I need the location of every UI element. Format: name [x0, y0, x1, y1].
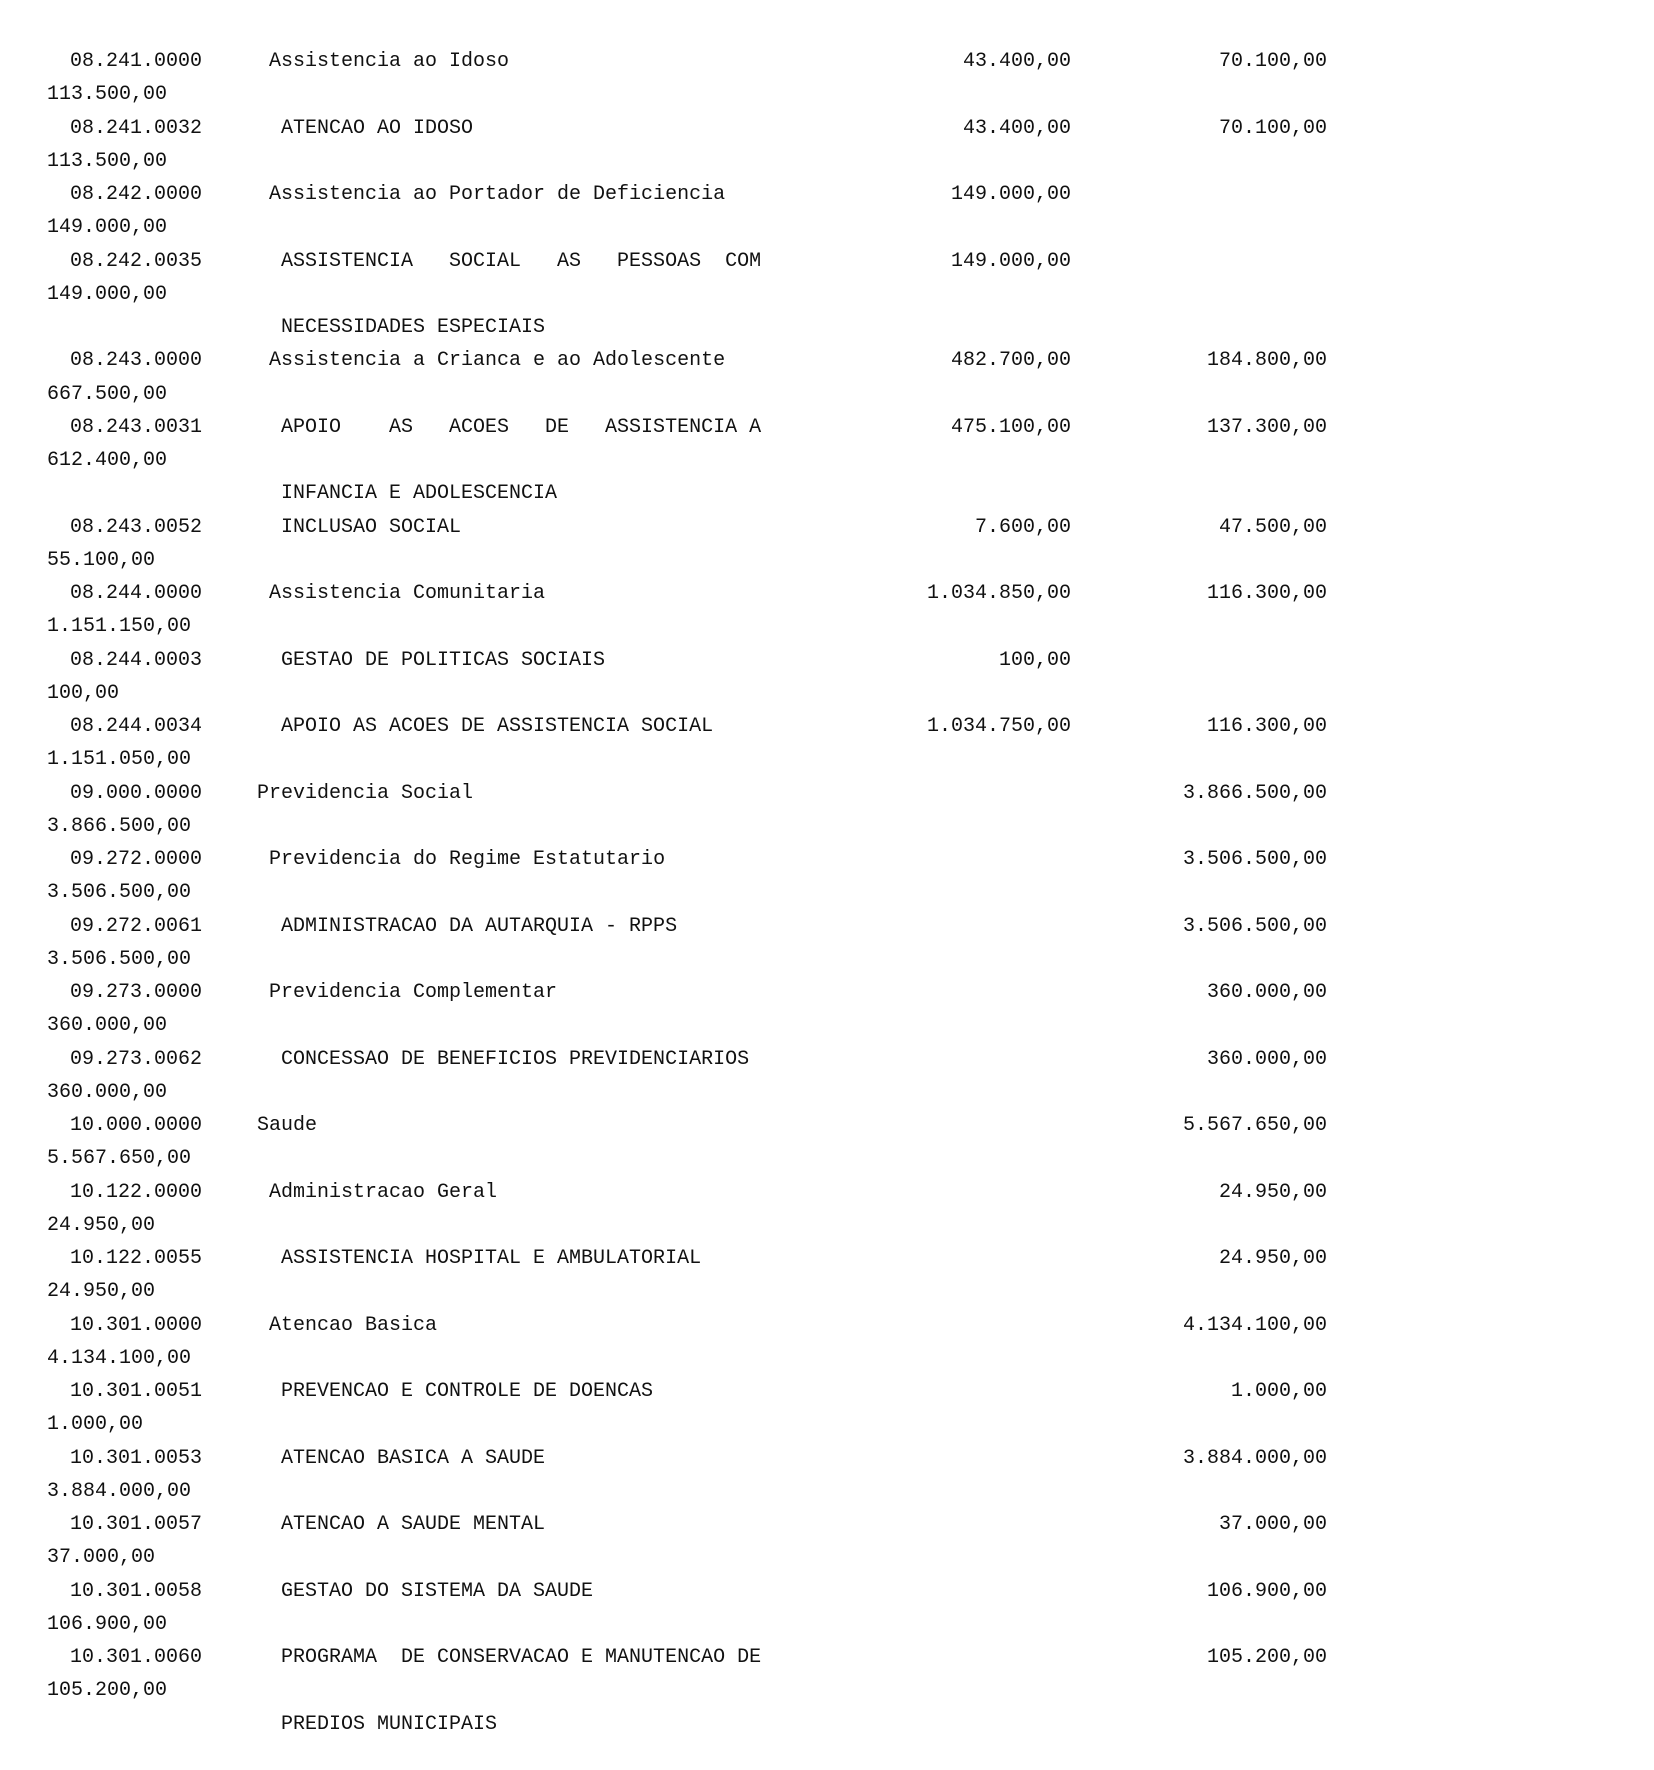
row-total: 360.000,00 [47, 1014, 168, 1038]
row-value-col2: 184.800,00 [1206, 349, 1327, 373]
row-total: 3.506.500,00 [47, 947, 192, 971]
row-value-col2: 116.300,00 [1206, 715, 1327, 738]
row-description: ATENCAO BASICA A SAUDE [281, 1446, 546, 1470]
row-code: 08.242.0035 [70, 249, 203, 273]
budget-row [0, 1604, 1654, 1737]
row-code: 09.272.0061 [70, 914, 203, 938]
row-total: 37.000,00 [47, 1546, 156, 1570]
row-value-col2: 106.900,00 [1206, 1579, 1327, 1603]
row-description: GESTAO DO SISTEMA DA SAUDE [281, 1579, 594, 1603]
row-code: 09.273.0062 [70, 1047, 203, 1071]
row-value-col1: 149.000,00 [950, 183, 1071, 206]
row-value-col2: 70.100,00 [1218, 116, 1327, 140]
row-description: Saude [257, 1114, 318, 1137]
row-value-col1: 1.034.850,00 [926, 582, 1071, 605]
row-value-col2: 24.950,00 [1218, 1180, 1327, 1204]
row-total: 1.000,00 [47, 1413, 144, 1437]
row-description: Assistencia ao Portador de Deficiencia [269, 183, 726, 206]
row-description: GESTAO DE POLITICAS SOCIAIS [281, 648, 606, 672]
row-value-col1: 43.400,00 [962, 116, 1071, 140]
row-description: Assistencia ao Idoso [269, 50, 510, 73]
row-code: 09.272.0000 [70, 848, 203, 871]
row-total: 4.134.100,00 [47, 1346, 192, 1370]
row-value-col2: 1.000,00 [1230, 1380, 1327, 1403]
row-value-col2: 3.884.000,00 [1182, 1446, 1327, 1470]
row-description: CONCESSAO DE BENEFICIOS PREVIDENCIARIOS [281, 1047, 750, 1071]
row-total: 3.866.500,00 [47, 814, 192, 838]
row-value-col1: 43.400,00 [962, 50, 1071, 73]
row-value-col2: 116.300,00 [1206, 582, 1327, 605]
row-description: ASSISTENCIA SOCIAL AS PESSOAS COM [281, 249, 762, 273]
row-total: 106.900,00 [47, 1612, 168, 1636]
row-code: 08.243.0052 [70, 515, 203, 539]
row-value-col2: 137.300,00 [1206, 415, 1327, 439]
row-code: 08.243.0000 [70, 349, 203, 373]
row-description: PROGRAMA DE CONSERVACAO E MANUTENCAO DE [281, 1646, 762, 1669]
row-description: Previdencia Complementar [269, 981, 558, 1004]
row-description: APOIO AS ACOES DE ASSISTENCIA A [281, 415, 762, 439]
row-value-col2: 360.000,00 [1206, 1047, 1327, 1071]
row-total: 149.000,00 [47, 216, 168, 240]
row-description: ATENCAO A SAUDE MENTAL [281, 1513, 546, 1536]
row-value-col2: 3.866.500,00 [1182, 781, 1327, 805]
row-code: 08.242.0000 [70, 183, 203, 206]
row-code: 08.241.0000 [70, 50, 203, 73]
row-description-continued: PREDIOS MUNICIPAIS [281, 1712, 498, 1736]
row-description: APOIO AS ACOES DE ASSISTENCIA SOCIAL [281, 715, 714, 738]
row-description: Assistencia Comunitaria [269, 582, 546, 605]
row-total: 24.950,00 [47, 1280, 156, 1304]
row-description: INCLUSAO SOCIAL [281, 515, 462, 539]
row-total: 360.000,00 [47, 1080, 168, 1104]
row-code: 10.301.0057 [70, 1513, 203, 1536]
row-code: 09.273.0000 [70, 981, 203, 1004]
row-total: 105.200,00 [47, 1679, 168, 1703]
row-description: ASSISTENCIA HOSPITAL E AMBULATORIAL [281, 1247, 702, 1270]
row-description: Atencao Basica [269, 1313, 438, 1337]
row-value-col2: 5.567.650,00 [1182, 1114, 1327, 1137]
row-code: 08.244.0003 [70, 648, 203, 672]
row-description-continued: NECESSIDADES ESPECIAIS [281, 316, 546, 339]
row-total: 113.500,00 [47, 149, 168, 173]
row-value-col1: 482.700,00 [950, 349, 1071, 373]
row-code: 10.122.0000 [70, 1180, 203, 1204]
row-code: 08.243.0031 [70, 415, 203, 439]
row-code: 08.244.0034 [70, 715, 203, 738]
row-total: 3.506.500,00 [47, 881, 192, 905]
row-value-col1: 149.000,00 [950, 249, 1071, 273]
row-value-col2: 3.506.500,00 [1182, 914, 1327, 938]
row-total: 149.000,00 [47, 282, 168, 306]
row-value-col2: 105.200,00 [1206, 1646, 1327, 1669]
row-total: 5.567.650,00 [47, 1147, 192, 1171]
row-description: Previdencia do Regime Estatutario [269, 848, 666, 871]
row-value-col2: 3.506.500,00 [1182, 848, 1327, 871]
row-total: 3.884.000,00 [47, 1479, 192, 1503]
row-description: ADMINISTRACAO DA AUTARQUIA - RPPS [281, 914, 678, 938]
row-code: 09.000.0000 [70, 781, 203, 805]
row-code: 10.301.0000 [70, 1313, 203, 1337]
row-total: 1.151.050,00 [47, 748, 192, 772]
row-value-col2: 24.950,00 [1218, 1247, 1327, 1270]
row-total: 667.500,00 [47, 382, 168, 406]
row-value-col1: 475.100,00 [950, 415, 1071, 439]
row-description: Previdencia Social [257, 781, 474, 805]
row-value-col1: 7.600,00 [974, 515, 1071, 539]
row-total: 1.151.150,00 [47, 615, 192, 639]
row-description: ATENCAO AO IDOSO [281, 116, 474, 140]
row-code: 10.301.0060 [70, 1646, 203, 1669]
row-description: Assistencia a Crianca e ao Adolescente [269, 349, 726, 373]
row-total: 113.500,00 [47, 83, 168, 107]
row-value-col2: 47.500,00 [1218, 515, 1327, 539]
row-description-continued: INFANCIA E ADOLESCENCIA [281, 482, 558, 506]
row-code: 08.244.0000 [70, 582, 203, 605]
row-value-col2: 360.000,00 [1206, 981, 1327, 1004]
row-code: 10.301.0053 [70, 1446, 203, 1470]
row-code: 10.301.0051 [70, 1380, 203, 1403]
row-description: Administracao Geral [269, 1180, 498, 1204]
row-code: 08.241.0032 [70, 116, 203, 140]
row-total: 100,00 [47, 681, 120, 705]
row-description: PREVENCAO E CONTROLE DE DOENCAS [281, 1380, 654, 1403]
row-total: 612.400,00 [47, 449, 168, 472]
row-code: 10.000.0000 [70, 1114, 203, 1137]
row-value-col2: 37.000,00 [1218, 1513, 1327, 1536]
row-code: 10.122.0055 [70, 1247, 203, 1270]
row-value-col2: 4.134.100,00 [1182, 1313, 1327, 1337]
row-value-col1: 100,00 [998, 648, 1071, 672]
row-code: 10.301.0058 [70, 1579, 203, 1603]
row-total: 55.100,00 [47, 548, 156, 572]
row-value-col2: 70.100,00 [1218, 50, 1327, 73]
row-total: 24.950,00 [47, 1213, 156, 1237]
row-value-col1: 1.034.750,00 [926, 715, 1071, 738]
